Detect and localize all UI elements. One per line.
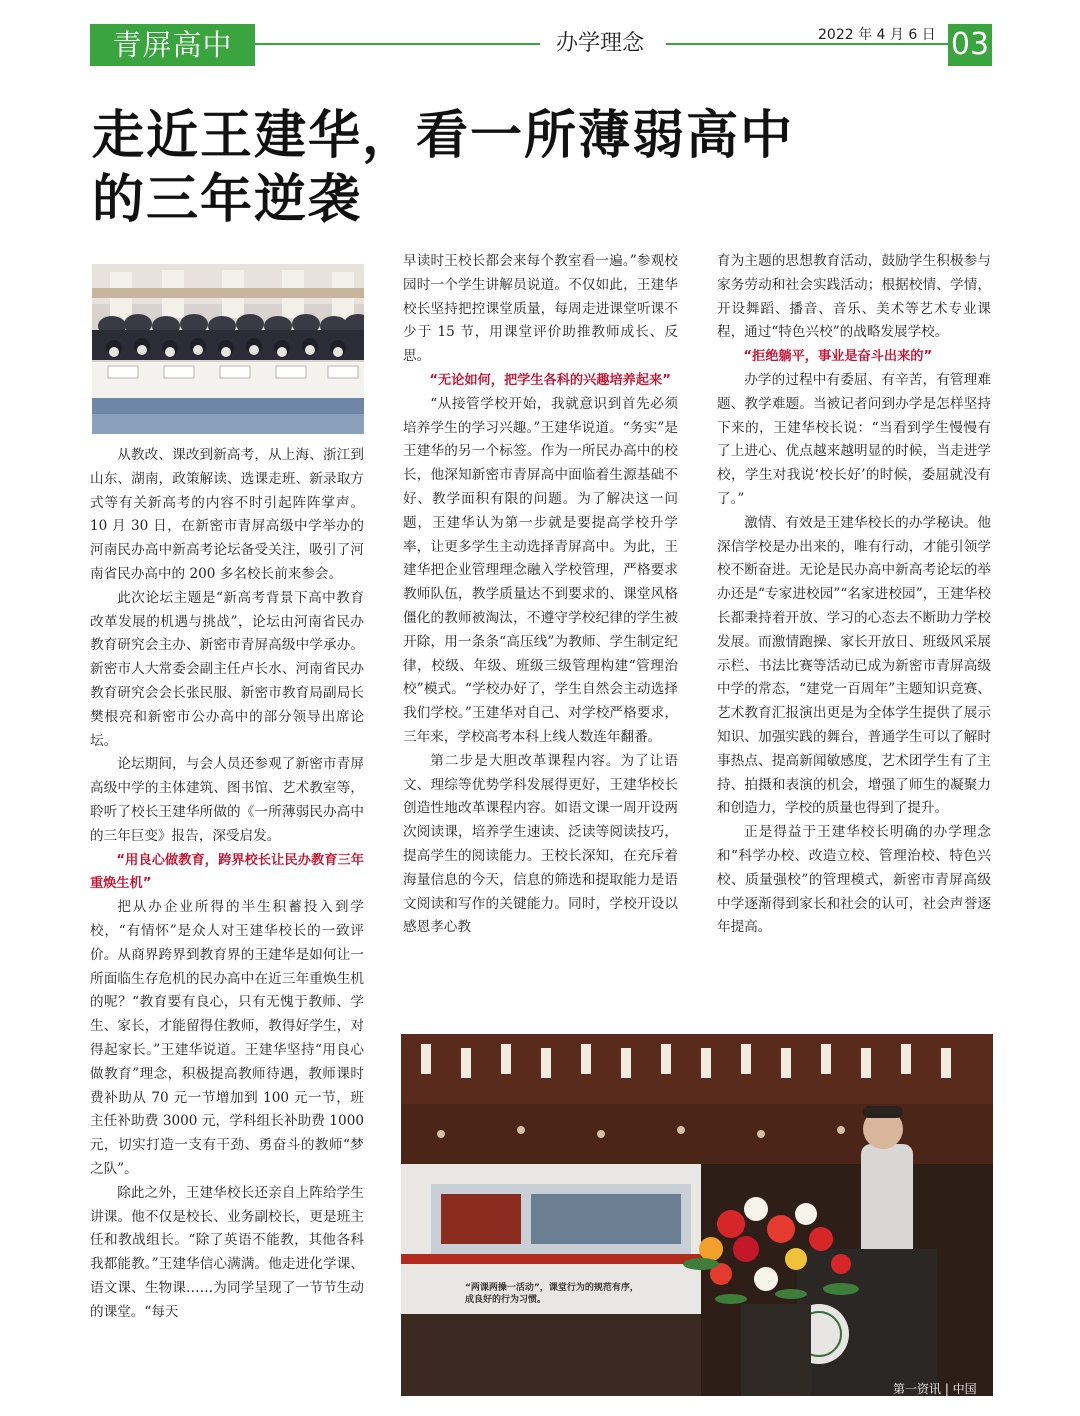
issue-date: 2022 年 4 月 6 日 [818,27,936,43]
paragraph: 第二步是大胆改革课程内容。为了让语文、理综等优势学科发展得更好，王建华校长创造性地改革课程内容。如语文课一周开设两次阅读课，培养学生速读、泛读等阅读技巧，提高学生的阅读能力。王校长深知，在充斥着海量信息的今天，信息的筛选和提取能力是语文阅读和写作的关键能力。同时，学校开设以感恩孝心教 [403,752,678,936]
subheading: “无论如何，把学生各科的兴趣培养起来” [429,372,671,388]
paragraph: “从接管学校开始，我就意识到首先必须培养学生的学习兴趣。”王建华说道。“务实”是王建华的另一个标签。作为一所民办高中的校长，他深知新密市青屏高中面临着生源基础不好、教学面积有限的问题。为了解决这一问题，王建华认为第一步就是要提高学校升学率，让更多学生主动选择青屏高中。为此，王建华把企业管理理念融入学校管理，严格要求教师队伍，教学质量达不到要求的、课堂风格僵化的教师被淘汰，不遵守学校纪律的学生被开除，用一条条“高压线”为教师、学生制定纪律，校级、年级、班级三级管理构建“管理治校”模式。“学校办好了，学生自然会主动选择我们学校。”王建华对自己、对学校严格要求，三年来，学校高考本科上线人数连年翻番。 [403,395,678,745]
paragraph: 论坛期间，与会人员还参观了新密市青屏高级中学的主体建筑、图书馆、艺术教室等，聆听了校长王建华所做的《一所薄弱民办高中的三年巨变》报告，深受启发。 [90,756,364,844]
section-title: 办学理念 [555,31,644,56]
principal-speech-photo [401,1034,993,1396]
title-line-2: 的三年逆袭 [92,170,363,230]
page-title [92,104,992,232]
page-number: 03 [948,24,992,66]
slide-caption-1: “两课两操一活动”，课堂行为的规范有序， [465,1283,639,1293]
article-column-2 [403,250,678,940]
watermark: 第一资讯 | 中国 [893,1382,977,1396]
paragraph: 早读时王校长都会来每个教室看一遍。”参观校园时一个学生讲解员说道。不仅如此，王建华校长坚持把控课堂质量，每周走进课堂听课不少于 15 节，用课堂评价助推教师成长、反思。 [403,253,678,365]
paragraph: 办学的过程中有委屈、有辛苦，有管理难题、教学难题。当被记者问到办学是怎样坚持下来的，王建华校长说：“当看到学生慢慢有了上进心、优点越来越明显的时候，当走进学校，学生对我说‘校长好’的时候，委屈就没有了。” [717,371,991,507]
paragraph: 激情、有效是王建华校长的办学秘诀。他深信学校是办出来的，唯有行动，才能引领学校不断奋进。无论是民办高中新高考论坛的举办还是“专家进校园”“名家进校园”，王建华校长都秉持着开放、学习的心态去不断助力学校发展。而激情跑操、家长开放日、班级风采展示栏、书法比赛等活动已成为新密市青屏高级中学的常态，“建党一百周年”主题知识竞赛、艺术教育汇报演出更是为全体学生提供了展示知识、加强实践的舞台，普通学生可以了解时事热点、提高新闻敏感度，艺术团学生有了主持、拍摄和表演的机会，增强了师生的凝聚力和创造力，学校的质量也得到了提升。 [717,514,991,817]
paragraph: 育为主题的思想教育活动，鼓励学生积极参与家务劳动和社会实践活动；根据校情、学情，开设舞蹈、播音、音乐、美术等艺术专业课程，通过“特色兴校”的战略发展学校。 [717,253,991,341]
slide-caption-2: 成良好的行为习惯。 [465,1295,547,1305]
article-column-3 [717,250,991,940]
paragraph: 从教改、课改到新高考，从上海、浙江到山东、湖南，政策解读、选课走班、新录取方式等有关新高考的内容不时引起阵阵掌声。10 月 30 日，在新密市青屏高级中学举办的河南民办高中新高考论坛备受关注，吸引了河南省民办高中的 200 多名校长前来参会。 [90,447,364,582]
paragraph: 此次论坛主题是“新高考背景下高中教育改革发展的机遇与挑战”，论坛由河南省民办教育研究会主办、新密市青屏高级中学承办。新密市人大常委会副主任卢长水、河南省民办教育研究会会长张民服、新密市教育局副局长樊根亮和新密市公办高中的部分领导出席论坛。 [90,589,364,749]
header-rule-left [255,43,540,45]
forum-audience-photo [92,264,364,434]
paragraph: 把从办企业所得的半生积蓄投入到学校，“有情怀”是众人对王建华校长的一致评价。从商界跨界到教育界的王建华是如何让一所面临生存危机的民办高中在近三年重焕生机的呢？“教育要有良心，只有无愧于教师、学生、家长，才能留得住教师，教得好学生，对得起家长。”王建华说道。王建华坚持“用良心做教育”理念，积极提高教师待遇，教师课时费补助从 70 元一节增加到 100 元一节，班主任补助费 3000 元，学科组长补助费 1000 元，切实打造一支有干劲、勇奋斗的教师“梦之队”。 [90,899,364,1177]
title-line-1: 走近王建华，看一所薄弱高中 [92,106,795,166]
paragraph: 正是得益于王建华校长明确的办学理念和“科学办校、改造立校、管理治校、特色兴校、质量强校”的管理模式，新密市青屏高级中学逐渐得到家长和社会的认可，社会声誉逐年提高。 [717,824,991,936]
subheading: “拒绝躺平，事业是奋斗出来的” [743,349,933,365]
paragraph: 除此之外，王建华校长还亲自上阵给学生讲课。他不仅是校长、业务副校长，更是班主任和教战组长。“除了英语不能教，其他各科我都能教。”王建华信心满满。他走进化学课、语文课、生物课……为同学呈现了一节节生动的课堂。“每天 [90,1184,364,1320]
principal-speech-image [401,1034,993,1396]
forum-audience-image [92,264,364,434]
brand-badge: 青屏高中 [90,24,255,66]
article-column-1 [90,444,364,1324]
subheading: “用良心做教育，跨界校长让民办教育三年重焕生机” [90,852,364,892]
